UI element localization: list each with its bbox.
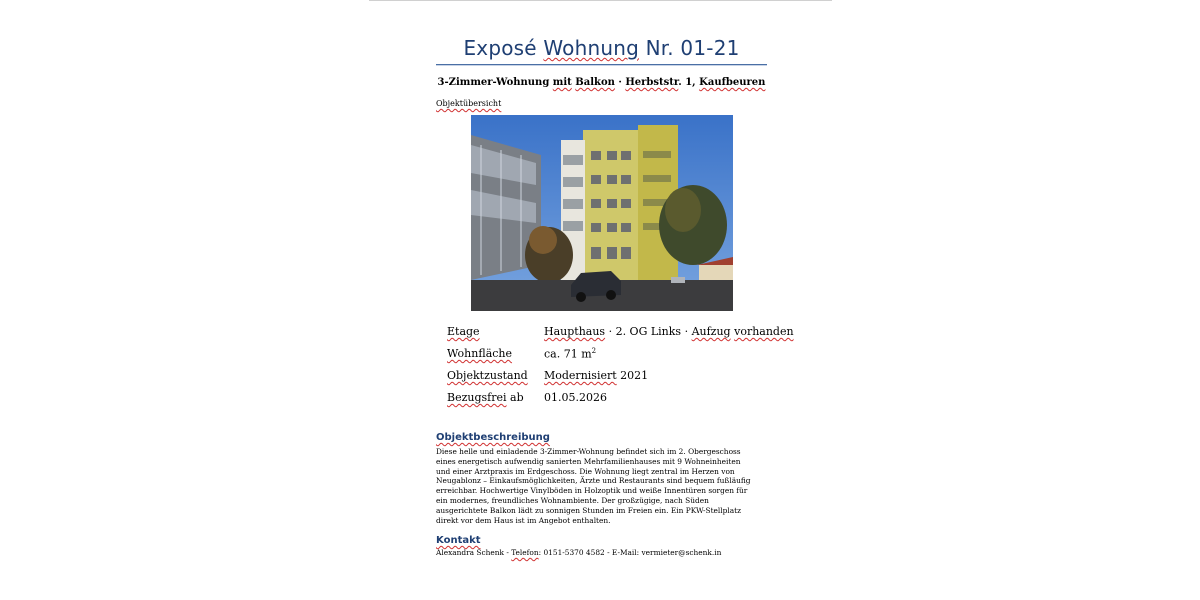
subtitle-street: Herbststr [625, 77, 679, 88]
fact-label-wohnflaeche: Wohnfläche [447, 347, 513, 360]
fact-value-part: Modernisiert [544, 369, 617, 382]
contact-phone-label: Telefon [511, 548, 539, 557]
title-prefix: Exposé [463, 36, 537, 60]
fact-value-part: · 2. OG Links · [605, 325, 692, 338]
fact-value-part: vorhanden [734, 325, 794, 338]
building-photo-image [471, 115, 733, 311]
contact-phone-email: : 0151-5370 4582 - E-Mail: vermieter@schenk.in [538, 548, 722, 557]
subtitle-separator: · [614, 77, 626, 88]
contact-line [436, 548, 721, 557]
fact-value-part: Aufzug [691, 325, 731, 338]
fact-label-objektzustand: Objektzustand [447, 369, 528, 382]
description-heading: Objektbeschreibung [436, 432, 550, 443]
fact-row-wohnflaeche [447, 347, 767, 365]
fact-value-etage [544, 325, 794, 338]
fact-value-superscript: 2 [591, 347, 597, 355]
fact-row-bezugsfrei [447, 391, 767, 409]
subtitle-city: Kaufbeuren [699, 77, 766, 88]
subtitle-house-number: . 1, [678, 77, 700, 88]
fact-label-bezugsfrei [447, 391, 524, 404]
fact-row-etage [447, 325, 794, 343]
title-suffix: Nr. 01-21 [645, 36, 740, 60]
fact-label-etage: Etage [447, 325, 480, 338]
fact-value-wohnflaeche [544, 347, 596, 361]
subtitle-with: mit [552, 77, 572, 88]
contact-heading: Kontakt [436, 535, 481, 546]
fact-value-part: ca. 71 m [544, 347, 592, 361]
building-photo [471, 115, 733, 311]
title-underline [436, 64, 767, 65]
description-text: Diese helle und einladende 3-Zimmer-Wohnung befindet sich im 2. Obergeschoss eines energetisch aufwendig sanierten Mehrfamilienhauses mit 9 Wohneinheiten und einer Arztpraxis im Erdgeschoss. Die Wohnung liegt zentral im Herzen von Neugablonz – Einkaufsmöglichkeiten, Ärzte und Restaurants sind bequem fußläufig erreichbar. Hochwertige Vinylböden in Holzoptik und weiße Innentüren sorgen für ein modernes, freundliches Wohnambiente. Der großzügige, nach Süden ausgerichtete Balkon lädt zu sonnigen Stunden im Freien ein. Ein PKW-Stellplatz direkt vor dem Haus ist im Angebot enthalten. [436, 447, 751, 525]
fact-value-bezugsfrei: 01.05.2026 [544, 391, 607, 404]
fact-value-part: 2021 [616, 369, 649, 382]
fact-label-part: ab [506, 391, 524, 404]
subtitle [436, 77, 767, 88]
overview-label: Objektübersicht [436, 99, 502, 108]
fact-value-part: Haupthaus [544, 325, 606, 338]
subtitle-type: 3-Zimmer-Wohnung [437, 77, 550, 88]
fact-row-objektzustand [447, 369, 767, 387]
title-word: Wohnung [543, 36, 639, 60]
fact-value-objektzustand [544, 369, 648, 382]
fact-label-part: Bezugsfrei [447, 391, 507, 404]
subtitle-balcony: Balkon [575, 77, 615, 88]
page-title [436, 36, 767, 60]
contact-name: Alexandra Schenk - [436, 548, 512, 557]
